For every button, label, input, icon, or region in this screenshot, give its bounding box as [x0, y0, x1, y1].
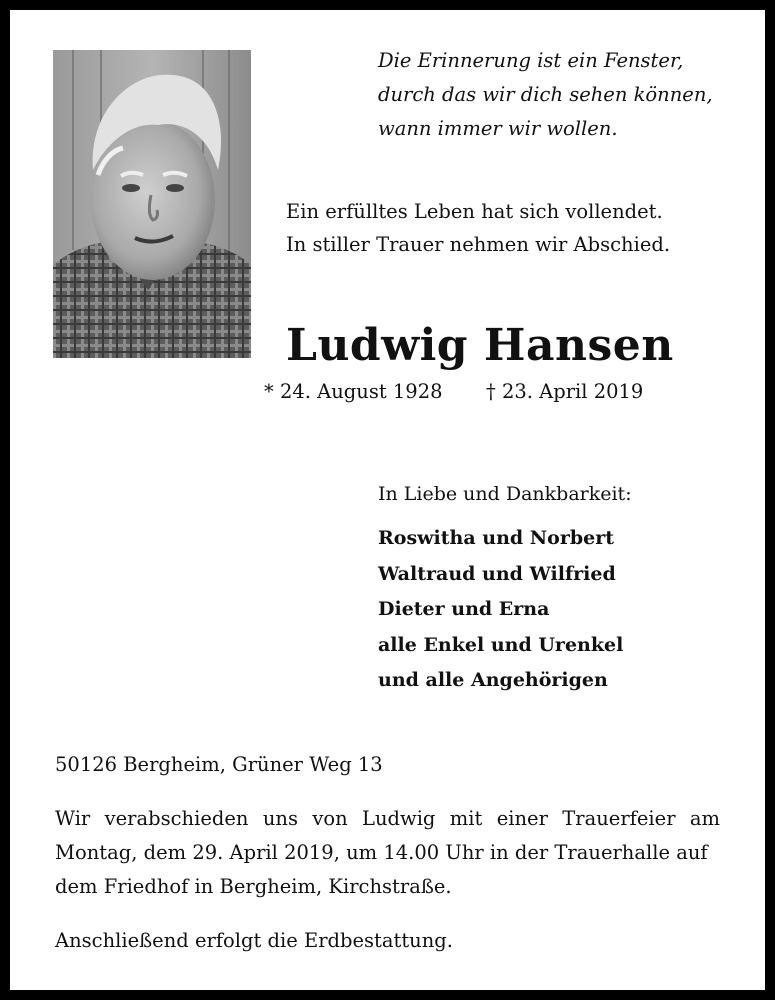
family-address: 50126 Bergheim, Grüner Weg 13: [55, 753, 383, 776]
mourner-name: Waltraud und Wilfried: [378, 562, 616, 585]
death-date: † 23. April 2019: [486, 380, 644, 403]
quote-line: wann immer wir wollen.: [378, 117, 618, 140]
memorial-quote: [378, 44, 758, 146]
burial-note: Anschließend erfolgt die Erdbestattung.: [55, 929, 453, 952]
ceremony-details: [55, 802, 720, 904]
portrait-photo: [53, 50, 251, 358]
ceremony-line: Wir verabschieden uns von Ludwig mit einer Trauerfeier am: [55, 807, 720, 830]
birth-date: * 24. August 1928: [264, 380, 443, 403]
intro-line: Ein erfülltes Leben hat sich vollendet.: [286, 200, 663, 223]
mourner-name: alle Enkel und Urenkel: [378, 633, 624, 656]
ceremony-line: Montag, dem 29. April 2019, um 14.00 Uhr in der Trauerhalle auf: [55, 841, 708, 864]
quote-line: durch das wir dich sehen können,: [378, 83, 713, 106]
quote-line: Die Erinnerung ist ein Fenster,: [378, 49, 684, 72]
deceased-name: Ludwig Hansen: [286, 320, 674, 371]
life-dates: [264, 377, 644, 407]
mourner-name: Roswitha und Norbert: [378, 527, 614, 549]
intro-text: [286, 195, 746, 261]
ceremony-line: dem Friedhof in Bergheim, Kirchstraße.: [55, 875, 452, 898]
mourner-name: Dieter und Erna: [378, 598, 550, 620]
intro-line: In stiller Trauer nehmen wir Abschied.: [286, 233, 671, 256]
mourners-heading: In Liebe und Dankbarkeit:: [378, 483, 632, 505]
mourner-name: und alle Angehörigen: [378, 669, 608, 691]
mourners-list: [378, 521, 623, 699]
